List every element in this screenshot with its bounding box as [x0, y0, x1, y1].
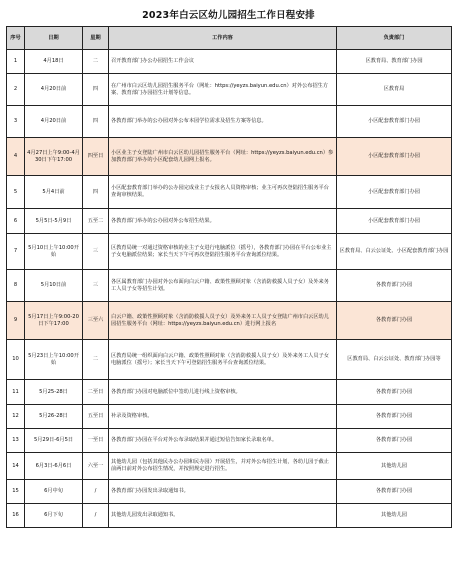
row-number: 14: [7, 453, 25, 480]
row-date: 5月17日上午9:00-20日下午17:00: [25, 302, 83, 340]
row-department: 区教育局: [337, 74, 452, 106]
row-weekday: 四至日: [83, 138, 109, 176]
header-content: 工作内容: [109, 27, 337, 50]
row-number: 12: [7, 405, 25, 429]
row-number: 5: [7, 176, 25, 209]
schedule-table: [6, 26, 452, 528]
table-row: [7, 480, 452, 504]
row-department: 各教育部门办园: [337, 480, 452, 504]
row-content: 在广州市白云区幼儿园招生服务平台（网址：https://yeyzs.baiyun.edu.cn）对外公布招生方案、教育部门办园招生计划等信息。: [109, 74, 337, 106]
row-weekday: 三: [83, 234, 109, 270]
row-number: 7: [7, 234, 25, 270]
row-content: 召开教育部门办公办园招生工作会议: [109, 50, 337, 74]
table-row: [7, 176, 452, 209]
row-number: 9: [7, 302, 25, 340]
row-number: 16: [7, 504, 25, 528]
header-department: 负责部门: [337, 27, 452, 50]
row-content: 其他幼儿园（包括其他民办公办园和民办园）开展招生，并对外公布招生计划，各幼儿园于截止前两日前对外公布招生情况，并按照规定进行招生。: [109, 453, 337, 480]
row-department: 区教育局、教育部门办园: [337, 50, 452, 74]
row-date: 4月18日: [25, 50, 83, 74]
row-content: 补录及资格审核。: [109, 405, 337, 429]
row-number: 2: [7, 74, 25, 106]
row-content: 白云户籍、政策性照顾对象（含消防救援人员子女）及外来务工人员子女登陆广州市白云区幼儿园招生服务平台（网址：https://yeyzs.baiyun.edu.cn）进行网上报名: [109, 302, 337, 340]
header-no: 序号: [7, 27, 25, 50]
row-content: 各教育部门举办的公办园对外公布招生结果。: [109, 209, 337, 234]
row-weekday: 四: [83, 74, 109, 106]
row-weekday: 五至日: [83, 405, 109, 429]
row-content: 各教育部门举办的公办园对外公布本园学位需求及招生方案等信息。: [109, 106, 337, 138]
table-row: [7, 340, 452, 380]
row-number: 10: [7, 340, 25, 380]
row-date: 6月下旬: [25, 504, 83, 528]
header-weekday: 星期: [83, 27, 109, 50]
row-date: 5月4日前: [25, 176, 83, 209]
table-row: [7, 504, 452, 528]
row-department: 小区配套教育部门办园: [337, 138, 452, 176]
row-content: 各教育部门办园对电脑派位中签幼儿进行线上资格审核。: [109, 380, 337, 405]
row-date: 5月5日-5月9日: [25, 209, 83, 234]
table-row: [7, 138, 452, 176]
row-weekday: 二至日: [83, 380, 109, 405]
row-number: 8: [7, 270, 25, 302]
row-weekday: 五至二: [83, 209, 109, 234]
row-number: 13: [7, 429, 25, 453]
row-date: 5月29日-6月5日: [25, 429, 83, 453]
row-department: 各教育部门办园: [337, 302, 452, 340]
table-row: [7, 50, 452, 74]
row-content: 区教育局统一对通过资格审核的业主子女进行电脑派位（摇号），各教育部门办园在平台公布业主子女电脑派位结果；家长当天下午可再次登陆招生服务平台查询派位结果。: [109, 234, 337, 270]
row-weekday: 三至六: [83, 302, 109, 340]
row-department: 小区配套教育部门办园: [337, 209, 452, 234]
row-weekday: /: [83, 504, 109, 528]
table-row: [7, 453, 452, 480]
row-department: 区教育局、白云公证处、教育部门办园等: [337, 340, 452, 380]
row-department: 各教育部门办园: [337, 380, 452, 405]
table-row: [7, 405, 452, 429]
table-row: [7, 270, 452, 302]
table-row: [7, 234, 452, 270]
row-weekday: 一至日: [83, 429, 109, 453]
row-weekday: 四: [83, 106, 109, 138]
row-department: 小区配套教育部门办园: [337, 106, 452, 138]
row-weekday: 三: [83, 270, 109, 302]
row-date: 4月27日上午9:00-4月30日下午17:00: [25, 138, 83, 176]
row-number: 4: [7, 138, 25, 176]
row-department: 各教育部门办园: [337, 405, 452, 429]
document-title: 2023年白云区幼儿园招生工作日程安排: [142, 10, 315, 21]
table-header-row: [7, 27, 452, 50]
row-date: 6月中旬: [25, 480, 83, 504]
row-content: 其他幼儿园发出录取通知书。: [109, 504, 337, 528]
row-weekday: 二: [83, 50, 109, 74]
row-date: 4月20日前: [25, 74, 83, 106]
row-department: 其他幼儿园: [337, 453, 452, 480]
row-content: 各教育部门办园在平台对外公布录取结果并通过短信告知家长录取名单。: [109, 429, 337, 453]
row-content: 各区属教育部门办园对外公布面向白云户籍、政策性照顾对象（含消防救援人员子女）及外来务工人员子女等招生计划。: [109, 270, 337, 302]
row-number: 15: [7, 480, 25, 504]
table-row: [7, 380, 452, 405]
row-department: 小区配套教育部门办园: [337, 176, 452, 209]
table-row: [7, 106, 452, 138]
row-weekday: /: [83, 480, 109, 504]
row-content: 小区配套教育部门举办的公办园完成业主子女报名人员资格审核；业主可再次登陆招生服务平台查询审核结果。: [109, 176, 337, 209]
row-weekday: 四: [83, 176, 109, 209]
row-number: 1: [7, 50, 25, 74]
row-date: 5月10日前: [25, 270, 83, 302]
row-date: 4月20日前: [25, 106, 83, 138]
table-row: [7, 302, 452, 340]
table-row: [7, 429, 452, 453]
row-date: 5月26-28日: [25, 405, 83, 429]
table-row: [7, 74, 452, 106]
row-number: 11: [7, 380, 25, 405]
table-row: [7, 209, 452, 234]
row-number: 3: [7, 106, 25, 138]
row-number: 6: [7, 209, 25, 234]
row-department: 各教育部门办园: [337, 270, 452, 302]
row-date: 6月3日-6月6日: [25, 453, 83, 480]
row-weekday: 六至一: [83, 453, 109, 480]
row-weekday: 二: [83, 340, 109, 380]
row-department: 各教育部门办园: [337, 429, 452, 453]
row-department: 其他幼儿园: [337, 504, 452, 528]
row-department: 区教育局、白云公证处、小区配套教育部门办园: [337, 234, 452, 270]
row-date: 5月25-28日: [25, 380, 83, 405]
row-date: 5月10日上午10:00开始: [25, 234, 83, 270]
row-content: 小区业主子女登陆广州市白云区幼儿园招生服务平台（网址：https://yeyzs.baiyun.edu.cn）参加教育部门举办的小区配套幼儿园网上报名。: [109, 138, 337, 176]
row-content: 各教育部门办园发出录取通知书。: [109, 480, 337, 504]
header-date: 日期: [25, 27, 83, 50]
row-date: 5月23日上午10:00开始: [25, 340, 83, 380]
row-content: 区教育局统一组织面向白云户籍、政策性照顾对象（含消防救援人员子女）及外来务工人员子女电脑派位（摇号）；家长当天下午可登陆招生服务平台查询派位结果。: [109, 340, 337, 380]
table-body: [7, 50, 452, 528]
